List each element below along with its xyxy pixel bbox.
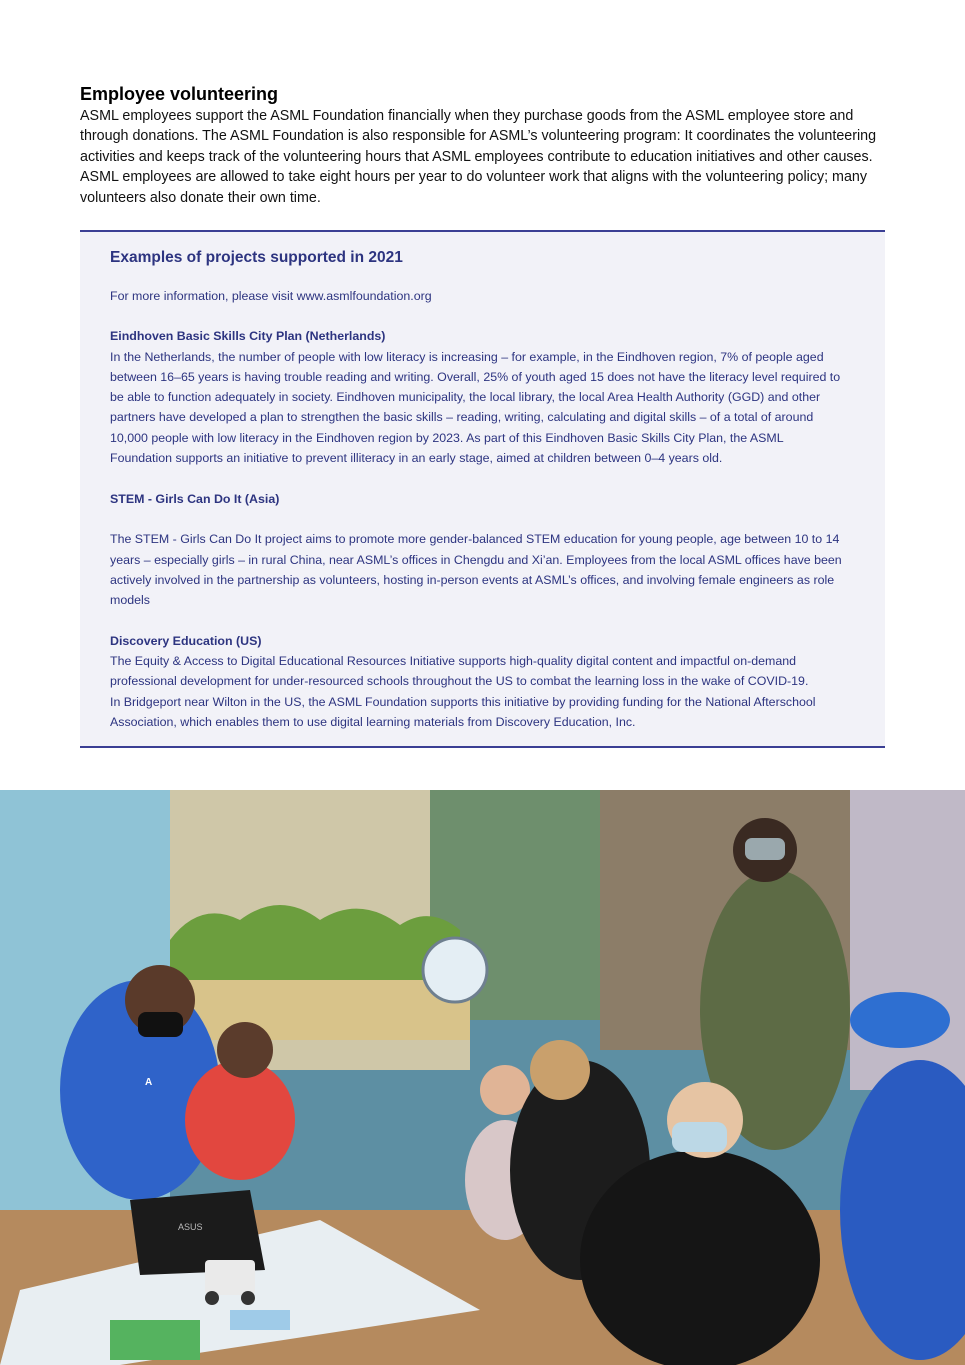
section-paragraph: ASML employees support the ASML Foundation financially when they purchase goods from the ASML employee store and through donations. The ASML Foundation is also responsible for ASML’s volunteering program: It coordinates the volunteering activities and keeps track of the volunteering hours that ASML employees contribute to education initiatives and other causes. ASML employees are allowed to take eight hours per year to do volunteer work that aligns with the volunteering policy; many volunteers also donate their own time.: [80, 108, 877, 206]
project-body: The Equity & Access to Digital Educational Resources Initiative supports high-quality digital content and impactful on-demand professional development for under-resourced schools throughout the US to combat the learning loss in the wake of COVID-19.: [110, 654, 809, 689]
projects-box-title: Examples of projects supported in 2021: [110, 249, 403, 266]
projects-box: [80, 230, 885, 748]
project-title: Eindhoven Basic Skills City Plan (Netherlands): [110, 329, 386, 344]
employee-volunteering-section: [80, 82, 890, 208]
section-heading: Employee volunteering: [80, 84, 279, 104]
shirt-logo-text: A: [145, 1077, 153, 1088]
laptop-brand-text: ASUS: [178, 1222, 203, 1232]
project-body: In the Netherlands, the number of people with low literacy is increasing – for example, in the Eindhoven region, 7% of people aged between 16–65 years is having trouble reading and writing. Overall, 25% of youth aged 15 does not have the literacy level required to be able to function adequately in society. Eindhoven municipality, the local library, the local Area Health Authority (GGD) and other partners have developed a plan to strengthen the basic skills – reading, writing, calculating and digital skills – of a total of around 10,000 people with low literacy in the Eindhoven region by 2023. As part of this Eindhoven Basic Skills City Plan, the ASML Foundation supports an initiative to prevent illiteracy in an early stage, aimed at children between 0–4 years old.: [110, 349, 841, 466]
project-title: Discovery Education (US): [110, 633, 262, 648]
project-title: STEM - Girls Can Do It (Asia): [110, 491, 280, 506]
project-body: In Bridgeport near Wilton in the US, the ASML Foundation supports this initiative by providing funding for the National Afterschool Association, which enables them to use digital learning materials from Discovery Education, Inc.: [110, 694, 816, 729]
more-info-text: For more information, please visit www.asmlfoundation.org: [110, 289, 432, 303]
project-body: The STEM - Girls Can Do It project aims to promote more gender-balanced STEM education for young people, age between 10 to 14 years – especially girls – in rural China, near ASML’s offices in Chengdu and Xi’an. Employees from the local ASML offices have been actively involved in the partnership as volunteers, hosting in-person events at ASML’s offices, and involving female engineers as role models: [110, 532, 842, 608]
volunteering-event-photo: [0, 790, 965, 1365]
